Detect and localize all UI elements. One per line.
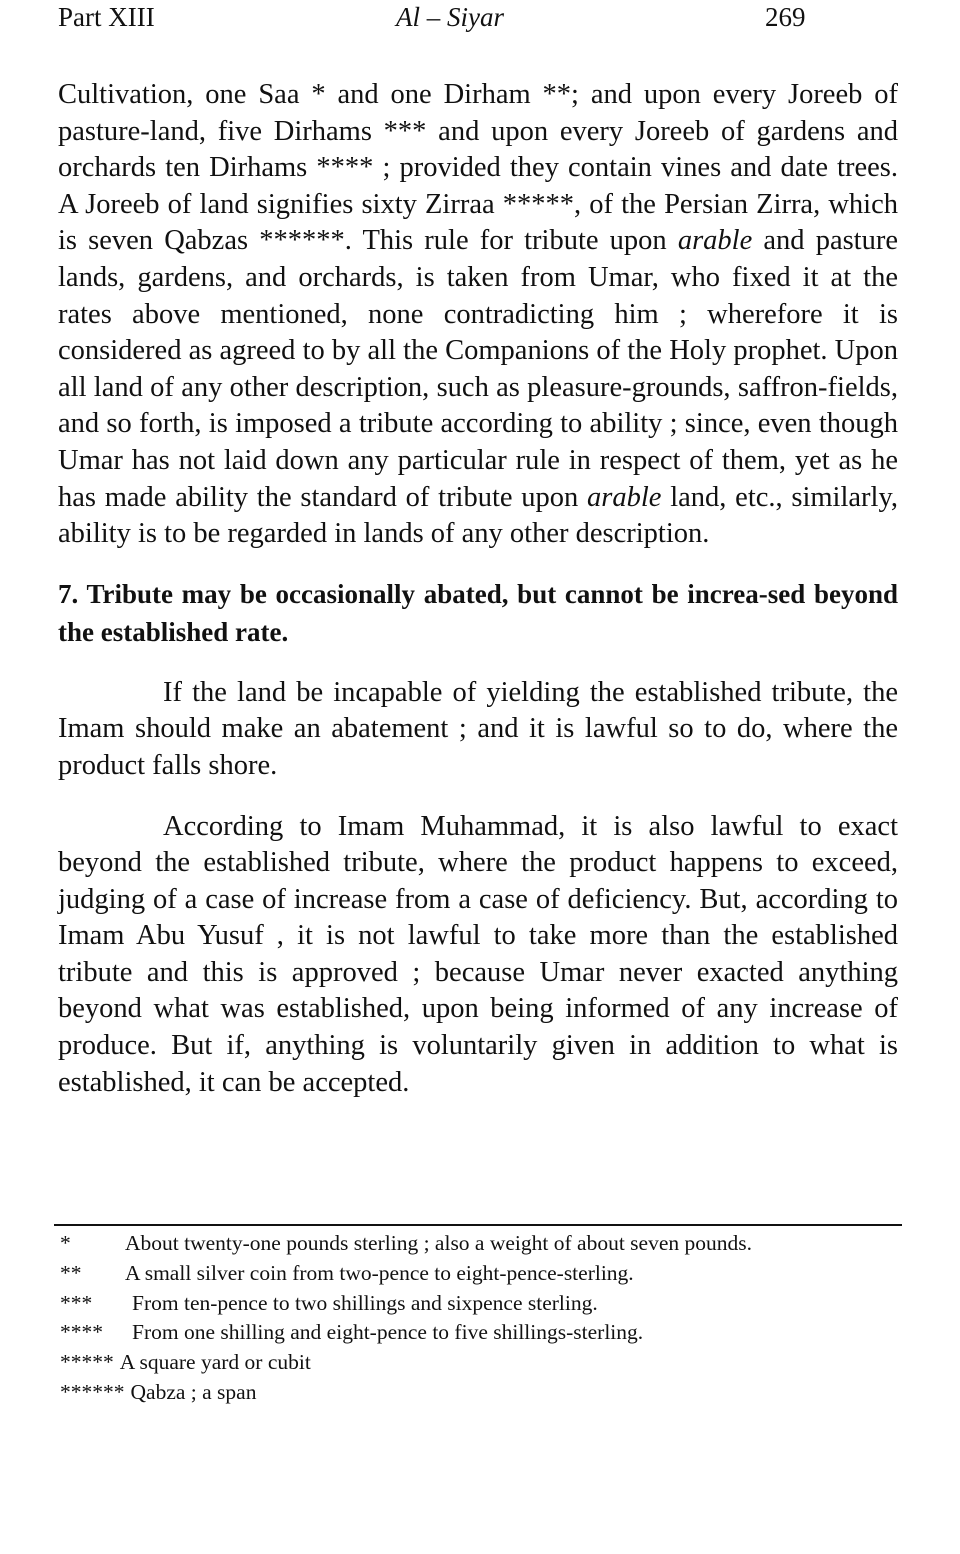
paragraph-text: land, etc., similarly, ability is to be regarded in lands of any other description. (58, 481, 898, 550)
footnote-marker: **** (60, 1320, 103, 1345)
footnote-divider (54, 1224, 902, 1226)
footnote-item (60, 1378, 900, 1408)
footnote-marker: * (60, 1231, 71, 1255)
paragraph-text: and pasture lands, gardens, and orchards, is taken from Umar, who fixed it at the rates above mentioned, none contradicting him ; wherefore it is considered as agreed to by all the Companions of the Holy prophet. Upon all land of any other description, such as pleasure-grounds, saffron-fields, and so forth, is imposed a tribute according to ability ; since, even though Umar has not laid down any particular rule in respect of them, yet as he has made ability the standard of tribute upon (58, 225, 898, 513)
footnote-marker: ****** (60, 1379, 125, 1404)
footnote-item (60, 1229, 900, 1259)
footnote-text: A square yard or cubit (119, 1350, 311, 1375)
footnote-text: About twenty-one pounds sterling ; also a weight of about seven pounds. (125, 1231, 752, 1255)
emphasis-arable: arable (587, 481, 662, 513)
paragraph-increase: According to Imam Muhammad, it is also lawful to exact beyond the established tribute, where the product happens to exceed, judging of a case of increase from a case of deficiency. But, according to Imam Abu Yusuf , it is not lawful to take more than the established tribute and this is approved ; because Umar never exacted anything beyond what was established, upon being informed of any increase of produce. But if, anything is voluntarily given in addition to what is established, it can be accepted. (58, 810, 898, 1098)
footnote-marker: ** (60, 1260, 82, 1285)
footnote-text: From ten-pence to two shillings and sixpence sterling. (132, 1290, 598, 1315)
paragraph-text: Cultivation, one Saa * and one Dirham **; and upon every Joreeb of pasture-land, five Dirhams *** and upon every Joreeb of gardens and orchards ten Dirhams **** ; provided they contain vines and date trees. A Joreeb of land signifies sixty Zirraa *****, of the Persian Zirra, which is seven Qabzas ******. This rule for tribute upon (58, 79, 898, 257)
footnotes (60, 1229, 900, 1408)
footnote-item (60, 1348, 900, 1378)
footnote-text: From one shilling and eight-pence to five shillings-sterling. (132, 1320, 644, 1345)
part-label: Part XIII (58, 2, 155, 32)
footnote-text: A small silver coin from two-pence to eight-pence-sterling. (125, 1260, 634, 1285)
footnote-marker: *** (60, 1290, 93, 1315)
footnote-item (60, 1289, 900, 1319)
footnote-item (60, 1318, 900, 1348)
paragraph-abatement: If the land be incapable of yielding the established tribute, the Imam should make an abatement ; and it is lawful so to do, where the product falls shore. (58, 676, 898, 781)
footnote-marker: ***** (60, 1350, 114, 1375)
page-body (58, 77, 898, 1101)
running-header (58, 2, 898, 42)
book-title: Al – Siyar (396, 2, 504, 32)
section-heading: 7. Tribute may be occasionally abated, but cannot be increa-sed beyond the established rate. (58, 578, 898, 647)
footnote-item (60, 1259, 900, 1289)
page-number: 269 (765, 2, 806, 32)
emphasis-arable: arable (677, 225, 753, 257)
footnote-text: Qabza ; a span (130, 1379, 257, 1404)
paragraph-continued (58, 77, 898, 553)
